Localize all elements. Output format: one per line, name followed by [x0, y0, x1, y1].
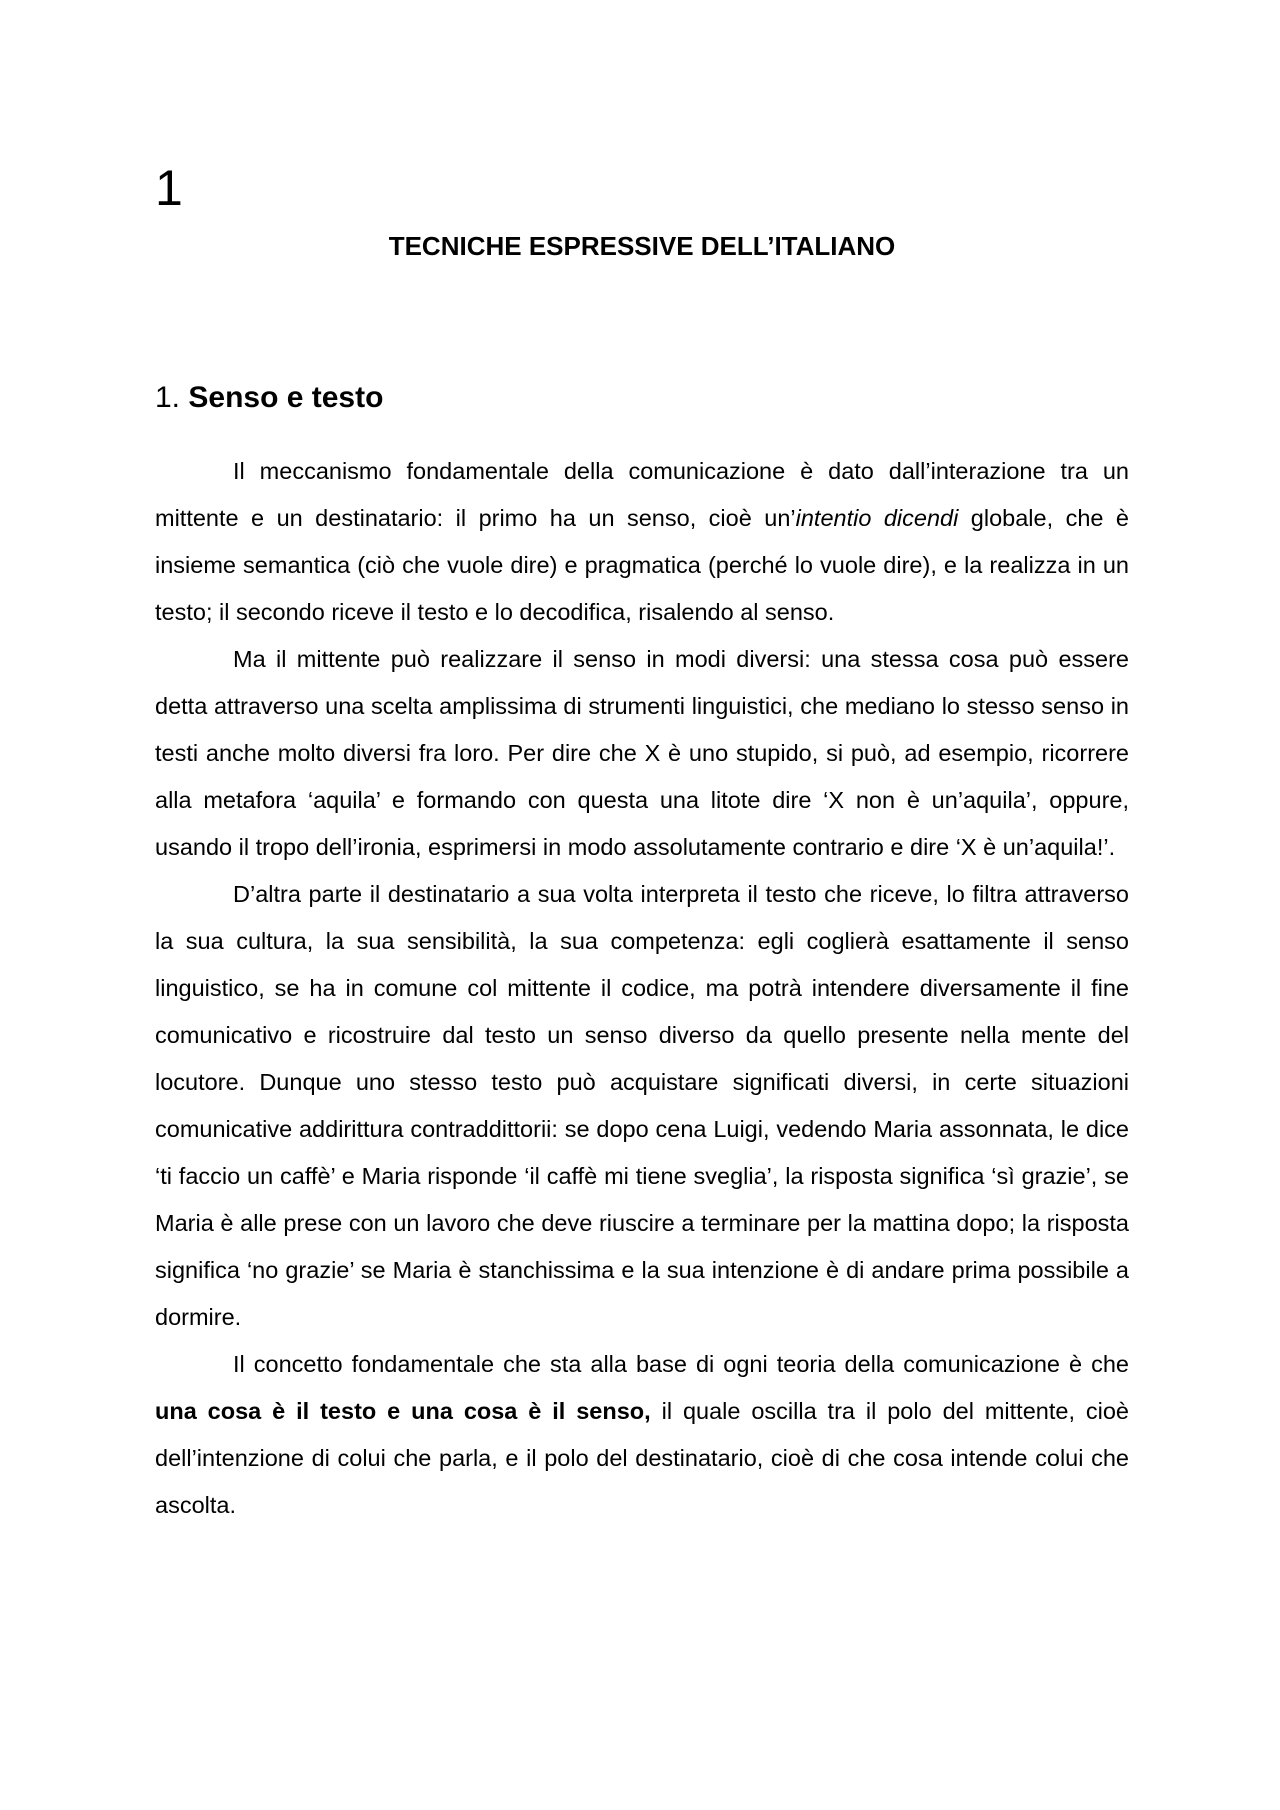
section-title: Senso e testo	[188, 381, 384, 414]
chapter-number: 1	[155, 160, 183, 216]
section-number: 1.	[155, 381, 181, 414]
paragraph-1-italic: intentio dicendi	[795, 505, 959, 531]
paragraph-4-text-b: il quale oscilla tra il polo del mittente, cioè dell’intenzione di colui che parla, e il polo del destinatario, cioè di che cosa intende colui che ascolta.	[155, 1398, 1129, 1518]
paragraph-4-text-a: Il concetto fondamentale che sta alla base di ogni teoria della comunicazione è che	[233, 1351, 1129, 1377]
paragraph-4	[155, 1341, 1129, 1529]
paragraph-1-text-a: Il meccanismo fondamentale della comunicazione è dato dall’interazione tra un mittente e un destinatario: il primo ha un senso, cioè un’	[155, 458, 1129, 531]
body-text	[155, 448, 1129, 1529]
paragraph-2: Ma il mittente può realizzare il senso in modi diversi: una stessa cosa può essere detta attraverso una scelta amplissima di strumenti linguistici, che mediano lo stesso senso in testi anche molto diversi fra loro. Per dire che X è uno stupido, si può, ad esempio, ricorrere alla metafora ‘aquila’ e formando con questa una litote dire ‘X non è un’aquila’, oppure, usando il tropo dell’ironia, esprimersi in modo assolutamente contrario e dire ‘X è un’aquila!’.	[155, 646, 1129, 860]
paragraph-1	[155, 448, 1129, 636]
paragraph-3: D’altra parte il destinatario a sua volta interpreta il testo che riceve, lo filtra attraverso la sua cultura, la sua sensibilità, la sua competenza: egli coglierà esattamente il senso linguistico, se ha in comune col mittente il codice, ma potrà intendere diversamente il fine comunicativo e ricostruire dal testo un senso diverso da quello presente nella mente del locutore. Dunque uno stesso testo può acquistare significati diversi, in certe situazioni comunicative addirittura contraddittorii: se dopo cena Luigi, vedendo Maria assonnata, le dice ‘ti faccio un caffè’ e Maria risponde ‘il caffè mi tiene sveglia’, la risposta significa ‘sì grazie’, se Maria è alle prese con un lavoro che deve riuscire a terminare per la mattina dopo; la risposta significa ‘no grazie’ se Maria è stanchissima e la sua intenzione è di andare prima possibile a dormire.	[155, 881, 1129, 1330]
section-heading	[155, 378, 383, 418]
paragraph-4-bold: una cosa è il testo e una cosa è il senso,	[155, 1398, 651, 1424]
paragraph-1-text-b: globale, che è insieme semantica (ciò che vuole dire) e pragmatica (perché lo vuole dire), e la realizza in un testo; il secondo riceve il testo e lo decodifica, risalendo al senso.	[155, 505, 1130, 625]
chapter-title: TECNICHE ESPRESSIVE DELL’ITALIANO	[388, 231, 896, 261]
